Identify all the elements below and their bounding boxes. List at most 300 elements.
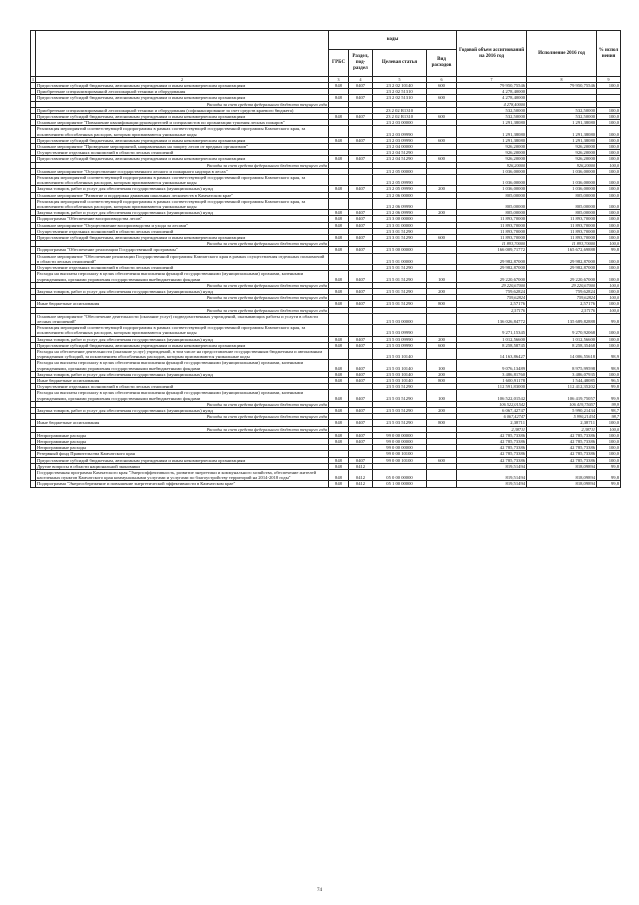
row-label: Основное мероприятие "Развитие и поддержка движения школьных лесничеств в Камчатском крае" [36,192,329,198]
row-cell: 1 036,00000 [457,186,527,192]
row-cell: 99 0 00 10100 [373,457,427,463]
table-body [31,83,621,488]
colnum: 7 [457,77,527,83]
row-cell: 100,0 [597,192,621,198]
row-cell: 6 067,42747 [457,414,527,420]
row-label: Расходы за счет средств федерального бюджета текущего года [36,282,329,288]
table-row [31,481,621,487]
row-cell [329,126,349,137]
row-cell: 848 [329,247,349,253]
row-cell [349,313,373,324]
row-cell: 99 0 00 00000 [373,445,427,451]
row-cell: 0407 [349,83,373,89]
row-cell: 818,09894 [527,463,597,469]
row-cell: 100,0 [597,120,621,126]
row-cell: 23 2 06 09990 [373,198,427,209]
row-cell [329,253,349,264]
row-cell: 42 785,73386 [457,438,527,444]
row-cell: 100,0 [597,137,621,143]
row-label: Основное мероприятие "Повышение квалификации руководителей и специалистов по организации тушения лесных пожаров" [36,120,329,126]
row-cell: 2,57176 [457,301,527,307]
row-cell: 29 982,87000 [457,253,527,264]
row-cell: 99,9 [597,401,621,407]
row-cell: 100,0 [597,222,621,228]
header-pct: % испол нения [597,31,621,77]
row-label: Расходы на выплаты персоналу в целях обеспечения выполнения функций государственными (муниципальными) органами, казенными учреждениями, органами управления государственными внебюджетными фондами [36,271,329,282]
table-row [31,253,621,264]
row-cell: 848 [329,420,349,426]
row-cell: 848 [329,95,349,101]
row-cell: 42 785,73386 [527,451,597,457]
row-label: Основное мероприятие "Обеспечение реализации Государственной программы Камчатского края в рамках осуществления отдельных полномочий в области лесных отношений" [36,253,329,264]
row-cell: 0407 [349,95,373,101]
row-cell: 11 893,70000 [527,228,597,234]
row-cell: 23 2 02 R1310 [373,107,427,113]
row-cell: 99,8 [597,313,621,324]
row-cell: 100,0 [597,282,621,288]
row-label: Основное мероприятие "Проведение мероприятий, направленных на защиту лесов от вредных организмов" [36,144,329,150]
table-row [31,470,621,481]
row-cell: 819,51494 [457,470,527,481]
row-cell: 926,20000 [457,156,527,162]
row-label: Предоставление субсидий бюджетным, автономным учреждениям и иным некоммерческим организациям [36,156,329,162]
row-label: Основное мероприятие "Осуществление государственного лесного и пожарного надзора в лесах" [36,168,329,174]
row-cell: 99 0 00 10100 [373,451,427,457]
row-cell: 23 5 03 09990 [373,325,427,336]
row-cell: 800 [427,420,457,426]
row-cell: 23 2 06 09990 [373,210,427,216]
header-codes: коды [329,31,457,50]
row-label: Закупка товаров, работ и услуг для обеспечения государственных (муниципальных) нужд [36,186,329,192]
row-cell: 848 [329,235,349,241]
row-cell: 2,57176 [527,301,597,307]
row-cell: 848 [329,407,349,413]
row-cell: 135 689,82888 [527,313,597,324]
row-cell: 05 1 00 00000 [373,481,427,487]
row-cell: 805,00000 [527,198,597,209]
header-vid: Вид расходов [427,50,457,77]
row-cell: 926,20000 [457,144,527,150]
row-cell: 23 5 03 51290 [373,390,427,401]
row-cell: 848 [329,360,349,371]
row-cell: 0407 [349,210,373,216]
row-cell: 100,0 [597,271,621,282]
row-cell: 0407 [349,457,373,463]
row-cell: 29 220,67000 [457,271,527,282]
row-cell: 100,0 [597,451,621,457]
row-cell: 0412 [349,463,373,469]
row-label: Закупка товаров, работ и услуг для обеспечения государственных (муниципальных) нужд [36,407,329,413]
row-cell: 200 [427,288,457,294]
row-cell: 848 [329,481,349,487]
row-cell: 23 2 05 00000 [373,168,427,174]
row-cell: 100,0 [597,325,621,336]
row-cell: 29 982,87000 [527,253,597,264]
row-cell: 805,00000 [457,198,527,209]
row-cell: 100,0 [597,307,621,313]
row-cell: 165 672,69888 [527,247,597,253]
row-cell: 23 2 03 00000 [373,120,427,126]
row-cell: 23 2 02 R1310 [373,114,427,120]
row-cell: 0407 [349,301,373,307]
row-cell: 100,0 [597,241,621,247]
row-cell: 3 486,07935 [527,371,597,377]
row-cell: 600 [427,156,457,162]
row-cell: 5 990,21434 [527,414,597,420]
row-cell: 23 5 03 51290 [373,384,427,390]
row-cell: 100,0 [597,253,621,264]
row-cell [329,175,349,186]
header-razdel: Раздел, под-раздел [349,50,373,77]
row-label: Резервный фонд Правительства Камчатского края [36,451,329,457]
row-cell [329,325,349,336]
row-cell: 100,0 [597,265,621,271]
row-cell: 14 163,86427 [457,348,527,359]
table-row [31,313,621,324]
row-cell: 23 3 00 00000 [373,216,427,222]
row-cell: 23 5 03 51290 [373,420,427,426]
row-cell: 926,20000 [457,150,527,156]
row-cell: 532,50000 [457,107,527,113]
row-cell: 1 012,56600 [527,336,597,342]
row-cell: 100,0 [597,336,621,342]
row-cell: 100,0 [597,426,621,432]
row-label: Подпрограмма "Энергосбережение и повышение энергетической эффективности в Камчатском крае" [36,481,329,487]
row-cell: 100,0 [597,210,621,216]
row-cell: 99 0 00 00000 [373,438,427,444]
row-cell: 29 220,67000 [527,282,597,288]
row-cell: 100,0 [597,342,621,348]
row-cell: 926,20000 [527,150,597,156]
row-cell: 23 2 02 10140 [373,83,427,89]
row-cell: 848 [329,463,349,469]
row-label: Закупка товаров, работ и услуг для обеспечения государственных (муниципальных) нужд [36,210,329,216]
row-label: Осуществление отдельных полномочий в области лесных отношений [36,384,329,390]
row-cell: 2,38711 [527,426,597,432]
row-label: Реализация мероприятий соответствующей подпрограммы в рамках соответствующей государственной программы Камчатского края, за исключением обособленных расходов, которым присваиваются уникальные коды [36,325,329,336]
row-cell: 100,0 [597,83,621,89]
colnum: 3 [329,77,349,83]
row-cell: 106 522,01542 [457,401,527,407]
row-cell: 99,8 [597,463,621,469]
row-cell: 926,20000 [527,162,597,168]
row-label: Иные бюджетные ассигнования [36,377,329,383]
header-row-codes [31,31,621,50]
row-cell [427,198,457,209]
row-cell: 14 006,55618 [527,348,597,359]
row-cell: 0407 [349,438,373,444]
row-cell [329,198,349,209]
row-cell: 600 [427,137,457,143]
row-cell: 23 5 03 09990 [373,336,427,342]
row-cell: 848 [329,186,349,192]
row-cell: 926,20000 [527,156,597,162]
row-label: Непрограммные расходы [36,445,329,451]
row-cell: 6 067,42747 [457,407,527,413]
row-label: Расходы за счет средств федерального бюджета текущего года [36,295,329,301]
row-cell: 0407 [349,390,373,401]
row-cell: 848 [329,457,349,463]
row-cell: 11 893,70000 [527,241,597,247]
row-label: Расходы за счет средств федерального бюджета текущего года [36,307,329,313]
row-cell: 11 893,70000 [527,216,597,222]
row-cell: 1 036,00000 [527,175,597,186]
row-cell: 600 [427,114,457,120]
row-cell: 11 893,70000 [527,235,597,241]
row-cell: 848 [329,114,349,120]
row-cell: 11 893,70000 [457,216,527,222]
row-cell: 23 2 04 51290 [373,150,427,156]
colnum: 4 [349,77,373,83]
table-row [31,175,621,186]
row-cell: 23 5 03 51290 [373,407,427,413]
row-cell: 759,62824 [457,295,527,301]
page-number: 74 [317,888,322,893]
row-label: Подпрограмма "Обеспечение реализации Государственной программы" [36,247,329,253]
row-cell: 0412 [349,470,373,481]
row-cell: 848 [329,470,349,481]
row-cell: 848 [329,438,349,444]
colnum: 8 [527,77,597,83]
row-cell: 100,0 [597,445,621,451]
row-cell: 8 975,99598 [527,360,597,371]
row-label: Основное мероприятие "Осуществление воспроизводства и ухода за лесами" [36,222,329,228]
table-row [31,390,621,401]
row-cell: 2,57176 [457,307,527,313]
row-cell [427,325,457,336]
row-cell: 23 5 01 51290 [373,271,427,282]
colnum: 2 [36,77,329,83]
row-cell: 23 2 03 09990 [373,137,427,143]
row-cell: 9 076,13489 [457,360,527,371]
row-cell: 23 2 06 00000 [373,192,427,198]
row-cell: 106 419,75057 [527,390,597,401]
row-label: Расходы за счет средств федерального бюджета текущего года [36,414,329,420]
row-cell: 1 291,38080 [527,126,597,137]
row-cell: 11 893,70000 [457,222,527,228]
row-cell: 23 2 02 51310 [373,89,427,95]
row-label: Расходы на обеспечение деятельности (оказание услуг) учреждений, в том числе на предоставление государственным бюджетным и автономным учреждениям субсидий, за исключением обособленных расходов, которым присваиваются уникальные коды [36,348,329,359]
row-cell: 100,0 [597,301,621,307]
row-cell: 818,09894 [527,481,597,487]
row-cell: 11 893,70000 [457,241,527,247]
row-cell [427,126,457,137]
row-cell: 29 220,67000 [457,282,527,288]
row-cell: 100,0 [597,457,621,463]
row-cell: 106 522,01542 [457,390,527,401]
row-cell: 29 982,87000 [457,265,527,271]
row-cell: 2,38711 [457,426,527,432]
row-cell: 848 [329,342,349,348]
row-label: Расходы за счет средств федерального бюджета текущего года [36,101,329,107]
row-cell: 23 5 03 10140 [373,348,427,359]
row-label: Предоставление субсидий бюджетным, автономным учреждениям и иным некоммерческим организациям [36,137,329,143]
row-cell: 05 0 00 00000 [373,470,427,481]
row-cell: 1 291,38080 [457,120,527,126]
row-cell: 200 [427,186,457,192]
row-cell: 166 009,71772 [457,247,527,253]
row-cell: 848 [329,288,349,294]
row-cell: 200 [427,336,457,342]
row-cell: 11 893,70000 [457,235,527,241]
row-cell: 848 [329,210,349,216]
row-cell: 98,7 [597,414,621,420]
table-row [31,325,621,336]
row-cell: 532,50000 [527,107,597,113]
row-cell: 800 [427,377,457,383]
row-cell: 100,0 [597,235,621,241]
row-cell: 100 [427,390,457,401]
row-label: Иные бюджетные ассигнования [36,301,329,307]
row-cell: 23 2 04 00000 [373,144,427,150]
row-cell: 1 600,91178 [457,377,527,383]
row-label: Непрограммные расходы [36,432,329,438]
header-name [36,31,329,77]
row-cell: 200 [427,210,457,216]
row-label: Реализация мероприятий соответствующей подпрограммы в рамках соответствующей государственной программы Камчатского края, за исключением обособленных расходов, которым присваиваются уникальные коды [36,175,329,186]
row-cell: 4 278,40000 [457,89,527,95]
row-cell: 23 5 03 00000 [373,313,427,324]
row-cell: 848 [329,156,349,162]
row-cell [349,198,373,209]
row-cell: 805,00000 [457,210,527,216]
row-cell: 100,0 [597,432,621,438]
row-cell: 100,0 [597,175,621,186]
row-cell: 136 026,84772 [457,313,527,324]
row-cell: 42 785,73386 [457,457,527,463]
row-label: Предоставление субсидий бюджетным, автономным учреждениям и иным некоммерческим организациям [36,95,329,101]
row-cell [349,325,373,336]
row-cell: 0407 [349,114,373,120]
row-cell: 23 2 02 51310 [373,95,427,101]
row-cell: 100,0 [597,162,621,168]
row-cell: 0407 [349,432,373,438]
row-cell: 3 486,81760 [457,371,527,377]
row-cell: 5 990,21434 [527,407,597,413]
row-cell: 100 [427,271,457,282]
row-cell [427,253,457,264]
row-cell: 0407 [349,407,373,413]
row-cell: 99,8 [597,384,621,390]
row-cell: 759,62824 [527,295,597,301]
row-cell: 600 [427,457,457,463]
row-label: Иные бюджетные ассигнования [36,420,329,426]
colnum: 6 [427,77,457,83]
row-label: Предоставление субсидий бюджетным, автономным учреждениям и иным некоммерческим организациям [36,235,329,241]
row-cell: 1 012,56600 [457,336,527,342]
row-cell: 1 036,00000 [527,186,597,192]
row-cell: 23 5 00 00000 [373,247,427,253]
row-cell [427,481,457,487]
row-cell: 0407 [349,377,373,383]
row-cell: 100,0 [597,228,621,234]
row-label: Расходы на выплаты персоналу в целях обеспечения выполнения функций государственными (муниципальными) органами, казенными учреждениями, органами управления государственными внебюджетными фондами [36,390,329,401]
row-cell: 99 0 00 00000 [373,432,427,438]
row-label: Расходы за счет средств федерального бюджета текущего года [36,401,329,407]
row-cell: 926,20000 [527,144,597,150]
row-cell [349,126,373,137]
row-cell: 100,0 [597,168,621,174]
row-cell: 99,9 [597,390,621,401]
row-cell: 42 785,73386 [527,457,597,463]
row-cell: 11 893,70000 [457,228,527,234]
row-label: Другие вопросы в области национальной экономики [36,463,329,469]
row-label: Расходы за счет средств федерального бюджета текущего года [36,426,329,432]
row-cell: 0407 [349,288,373,294]
table-row [31,360,621,371]
row-cell: 100,0 [597,371,621,377]
row-cell: 100,0 [597,438,621,444]
row-cell: 0407 [349,336,373,342]
row-cell: 8 258,58745 [457,342,527,348]
row-cell: 99,8 [597,470,621,481]
row-cell: 100,0 [597,107,621,113]
row-cell: 23 5 01 51290 [373,288,427,294]
row-label: Расходы на выплаты персоналу в целях обеспечения выполнения функций государственными (муниципальными) органами, казенными учреждениями, органами управления государственными внебюджетными фондами [36,360,329,371]
row-cell: 532,50000 [527,114,597,120]
row-cell: 23 5 01 51290 [373,301,427,307]
row-cell: 848 [329,371,349,377]
row-cell [329,348,349,359]
row-cell: 818,09894 [527,470,597,481]
row-cell: 848 [329,432,349,438]
row-cell: 848 [329,222,349,228]
row-cell: 600 [427,83,457,89]
row-cell: 23 5 01 51290 [373,265,427,271]
row-cell: 1 291,38080 [457,137,527,143]
row-cell: 2,38711 [527,420,597,426]
row-cell [349,348,373,359]
row-cell: 79 950,75546 [457,83,527,89]
table-row [31,271,621,282]
row-label: Предоставление субсидий бюджетным, автономным учреждениям и иным некоммерческим организациям [36,457,329,463]
row-cell: 0407 [349,420,373,426]
row-cell: 0407 [349,247,373,253]
row-cell: 0407 [349,271,373,282]
row-label: Предоставление субсидий бюджетным, автономным учреждениям и иным некоммерческим организациям [36,114,329,120]
header-plan: Годовой объем ассигнований на 2016 год [457,31,527,77]
row-cell: 9 270,92068 [527,325,597,336]
row-cell: 42 785,73386 [457,451,527,457]
row-cell: 79 950,75546 [527,83,597,89]
row-cell: 0407 [349,342,373,348]
row-cell: 2,57176 [527,307,597,313]
row-label: Закупка товаров, работ и услуг для обеспечения государственных (муниципальных) нужд [36,288,329,294]
row-label: Осуществление отдельных полномочий в области лесных отношений [36,265,329,271]
row-label: Подпрограмма "Обеспечение воспроизводства лесов" [36,216,329,222]
row-cell: 112 412,35202 [527,384,597,390]
row-cell: 0407 [349,186,373,192]
row-cell: 100,0 [597,114,621,120]
row-cell: 800 [427,301,457,307]
row-cell: 98,9 [597,360,621,371]
row-label: Реализация мероприятий соответствующей подпрограммы в рамках соответствующей государственной программы Камчатского края, за исключением обособленных расходов, которым присваиваются уникальные коды [36,126,329,137]
row-cell: 0407 [349,156,373,162]
row-cell: 4 278,40000 [457,95,527,101]
row-cell: 42 785,73386 [457,432,527,438]
row-cell [427,470,457,481]
row-cell: 23 5 03 10140 [373,371,427,377]
row-cell [349,253,373,264]
row-cell [427,348,457,359]
row-cell: 9 271,15345 [457,325,527,336]
row-cell: 848 [329,137,349,143]
row-cell: 848 [329,216,349,222]
row-cell: 759,62824 [457,288,527,294]
row-cell: 0412 [349,481,373,487]
row-cell: 805,00000 [527,192,597,198]
row-cell: 100,0 [597,150,621,156]
